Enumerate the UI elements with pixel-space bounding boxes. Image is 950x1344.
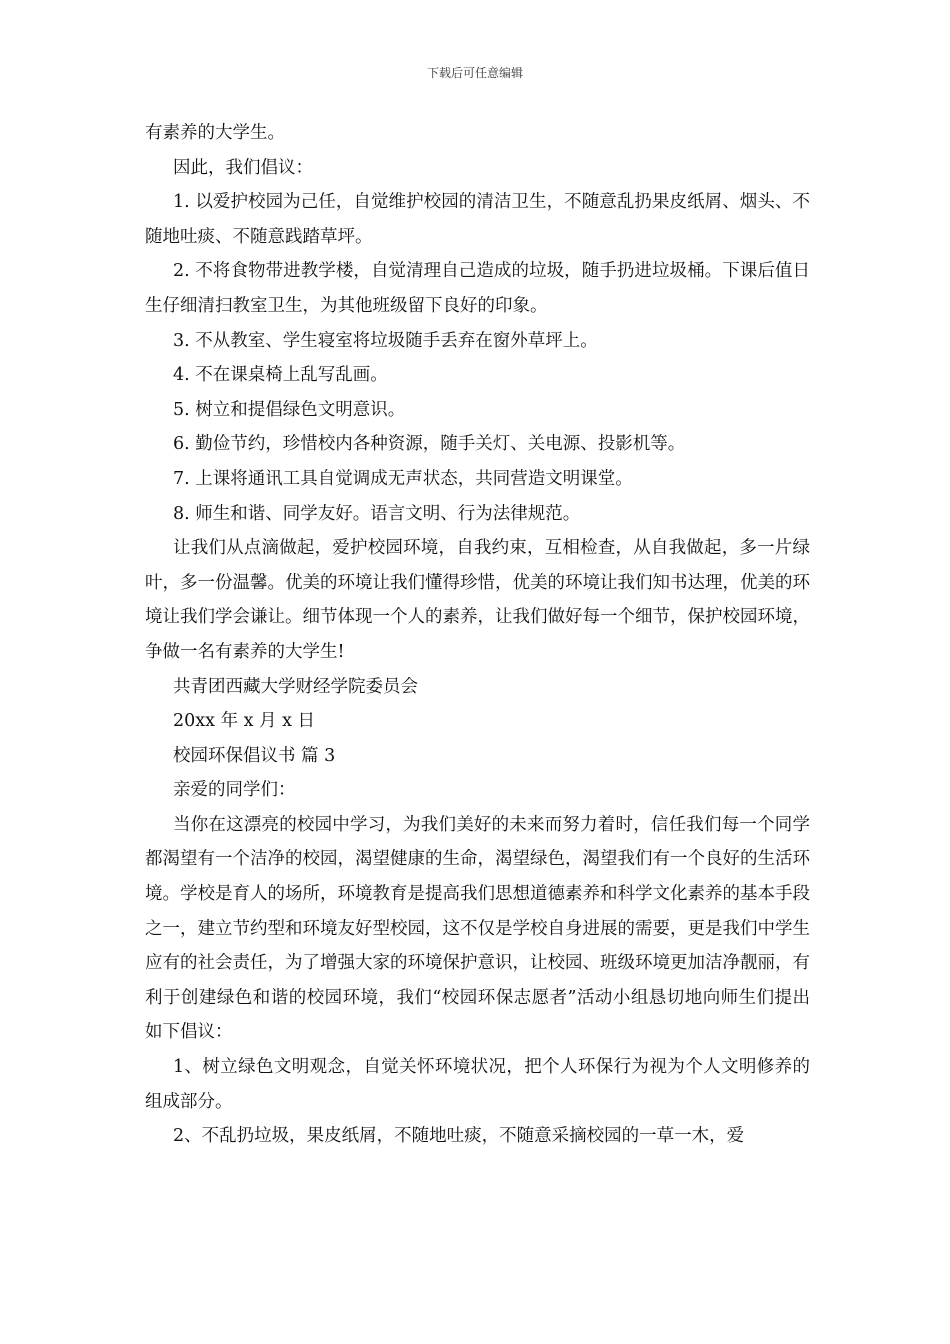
section-title: 校园环保倡议书 篇 3	[173, 745, 336, 766]
list-item: 8. 师生和谐、同学友好。语言文明、行为法律规范。	[173, 503, 581, 524]
document-body	[145, 116, 810, 1154]
list-item: 4. 不在课桌椅上乱写乱画。	[173, 365, 388, 386]
list-item: 7. 上课将通讯工具自觉调成无声状态，共同营造文明课堂。	[173, 468, 633, 489]
paragraph-body: 当你在这漂亮的校园中学习，为我们美好的未来而努力着时，信任我们每一个同学都渴望有一个洁净的校园，渴望健康的生命，渴望绿色，渴望我们有一个良好的生活环境。学校是育人的场所，环境教育是提高我们思想道德素养和科学文化素养的基本手段之一，建立节约型和环境友好型校园，这不仅是学校自身进展的需要，更是我们中学生应有的社会责任，为了增强大家的环境保护意识，让校园、班级环境更加洁净靓丽，有利于创建绿色和谐的校园环境，我们“校园环保志愿者”活动小组恳切地向师生们提出如下倡议：	[145, 814, 810, 1043]
salutation: 亲爱的同学们：	[173, 780, 296, 801]
list-item: 2、不乱扔垃圾，果皮纸屑，不随地吐痰，不随意采摘校园的一草一木，爱	[173, 1126, 745, 1147]
paragraph-intro: 因此，我们倡议：	[173, 157, 313, 178]
signature-organization: 共青团西藏大学财经学院委员会	[173, 676, 418, 697]
signature-date: 20xx 年 x 月 x 日	[173, 711, 316, 732]
list-item: 1. 以爱护校园为己任，自觉维护校园的清洁卫生，不随意乱扔果皮纸屑、烟头、不随地吐痰、不随意践踏草坪。	[145, 192, 810, 247]
list-item: 6. 勤俭节约，珍惜校内各种资源，随手关灯、关电源、投影机等。	[173, 434, 686, 455]
paragraph-closing: 让我们从点滴做起，爱护校园环境，自我约束，互相检查，从自我做起，多一片绿叶，多一份温馨。优美的环境让我们懂得珍惜，优美的环境让我们知书达理，优美的环境让我们学会谦让。细节体现一个人的素养，让我们做好每一个细节，保护校园环境，争做一名有素养的大学生!	[145, 538, 810, 662]
list-item: 1、树立绿色文明观念，自觉关怀环境状况，把个人环保行为视为个人文明修养的组成部分。	[145, 1057, 810, 1112]
list-item: 3. 不从教室、学生寝室将垃圾随手丢弃在窗外草坪上。	[173, 330, 598, 351]
paragraph-continuation: 有素养的大学生。	[145, 123, 285, 143]
list-item: 2. 不将食物带进教学楼，自觉清理自己造成的垃圾，随手扔进垃圾桶。下课后值日生仔细清扫教室卫生，为其他班级留下良好的印象。	[145, 261, 810, 316]
page-header: 下载后可任意编辑	[426, 66, 523, 80]
list-item: 5. 树立和提倡绿色文明意识。	[173, 399, 406, 420]
